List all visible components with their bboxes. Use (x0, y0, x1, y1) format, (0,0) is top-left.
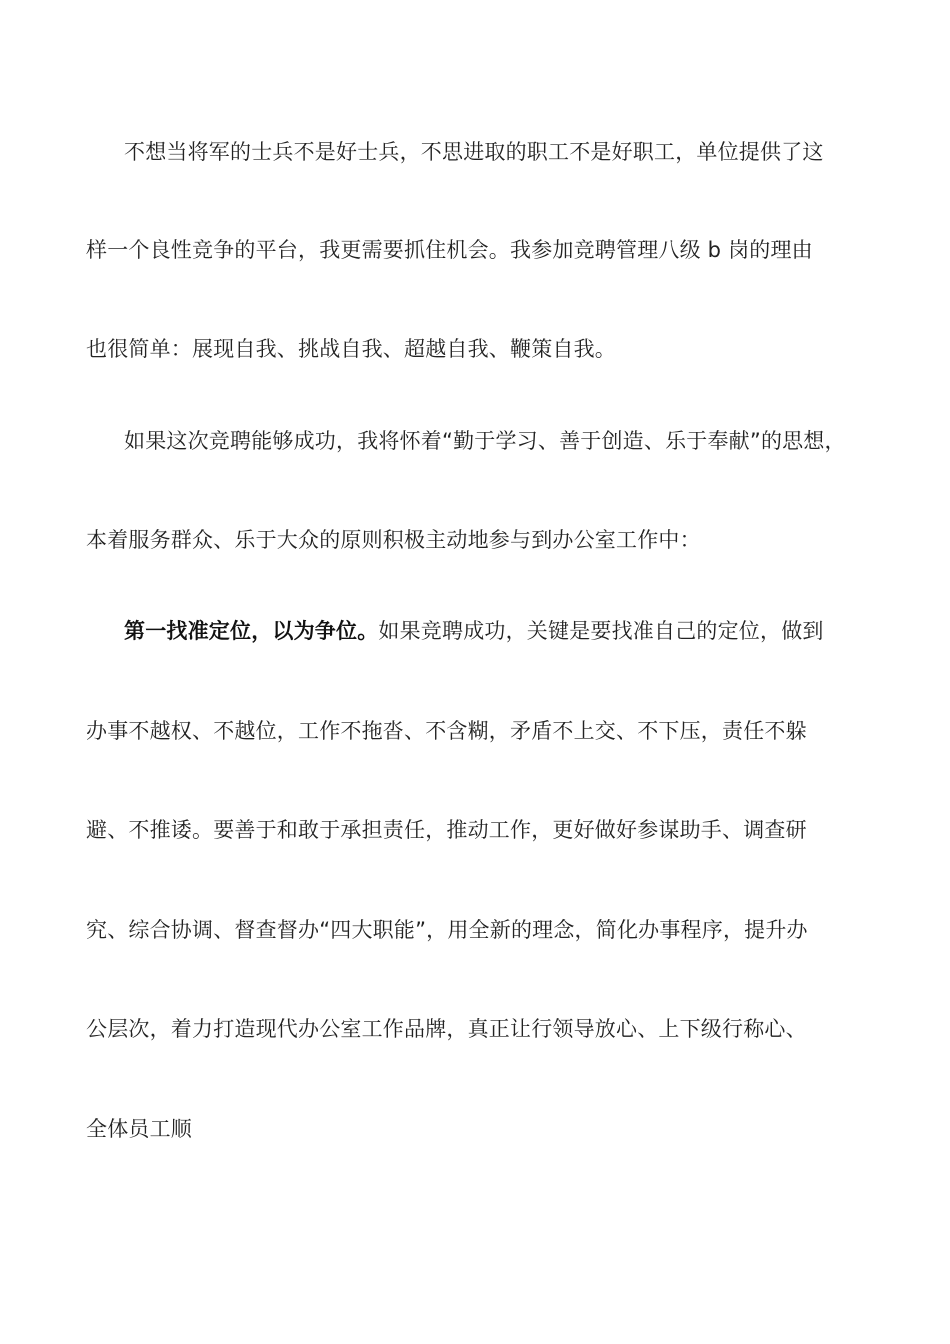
paragraph-3-heading: 第一找准定位，以为争位。 (124, 619, 379, 643)
paragraph-3-line-6: 全体员工顺 (86, 1117, 192, 1141)
paragraph-3-line-3: 避、不推诿。要善于和敢于承担责任，推动工作，更好做好参谋助手、调查研 (86, 818, 807, 842)
paragraph-1-line-2: 样一个良性竞争的平台，我更需要抓住机会。我参加竞聘管理八级 b 岗的理由 (86, 238, 813, 262)
paragraph-2-line-1: 如果这次竞聘能够成功，我将怀着“勤于学习、善于创造、乐于奉献”的思想， (124, 429, 846, 453)
paragraph-1-line-3: 也很简单：展现自我、挑战自我、超越自我、鞭策自我。 (86, 337, 616, 361)
paragraph-3-line-1 (124, 617, 924, 645)
paragraph-2-line-2: 本着服务群众、乐于大众的原则积极主动地参与到办公室工作中： (86, 528, 701, 552)
paragraph-3-line-4: 究、综合协调、督查督办“四大职能”，用全新的理念，简化办事程序，提升办 (86, 918, 808, 942)
paragraph-3-line-2: 办事不越权、不越位，工作不拖沓、不含糊，矛盾不上交、不下压，责任不躲 (86, 719, 807, 743)
paragraph-1-line-1: 不想当将军的士兵不是好士兵，不思进取的职工不是好职工，单位提供了这 (124, 140, 824, 164)
paragraph-3-line-5: 公层次，着力打造现代办公室工作品牌，真正让行领导放心、上下级行称心、 (86, 1017, 807, 1041)
paragraph-3-line-1-text: 如果竞聘成功，关键是要找准自己的定位，做到 (378, 619, 824, 643)
